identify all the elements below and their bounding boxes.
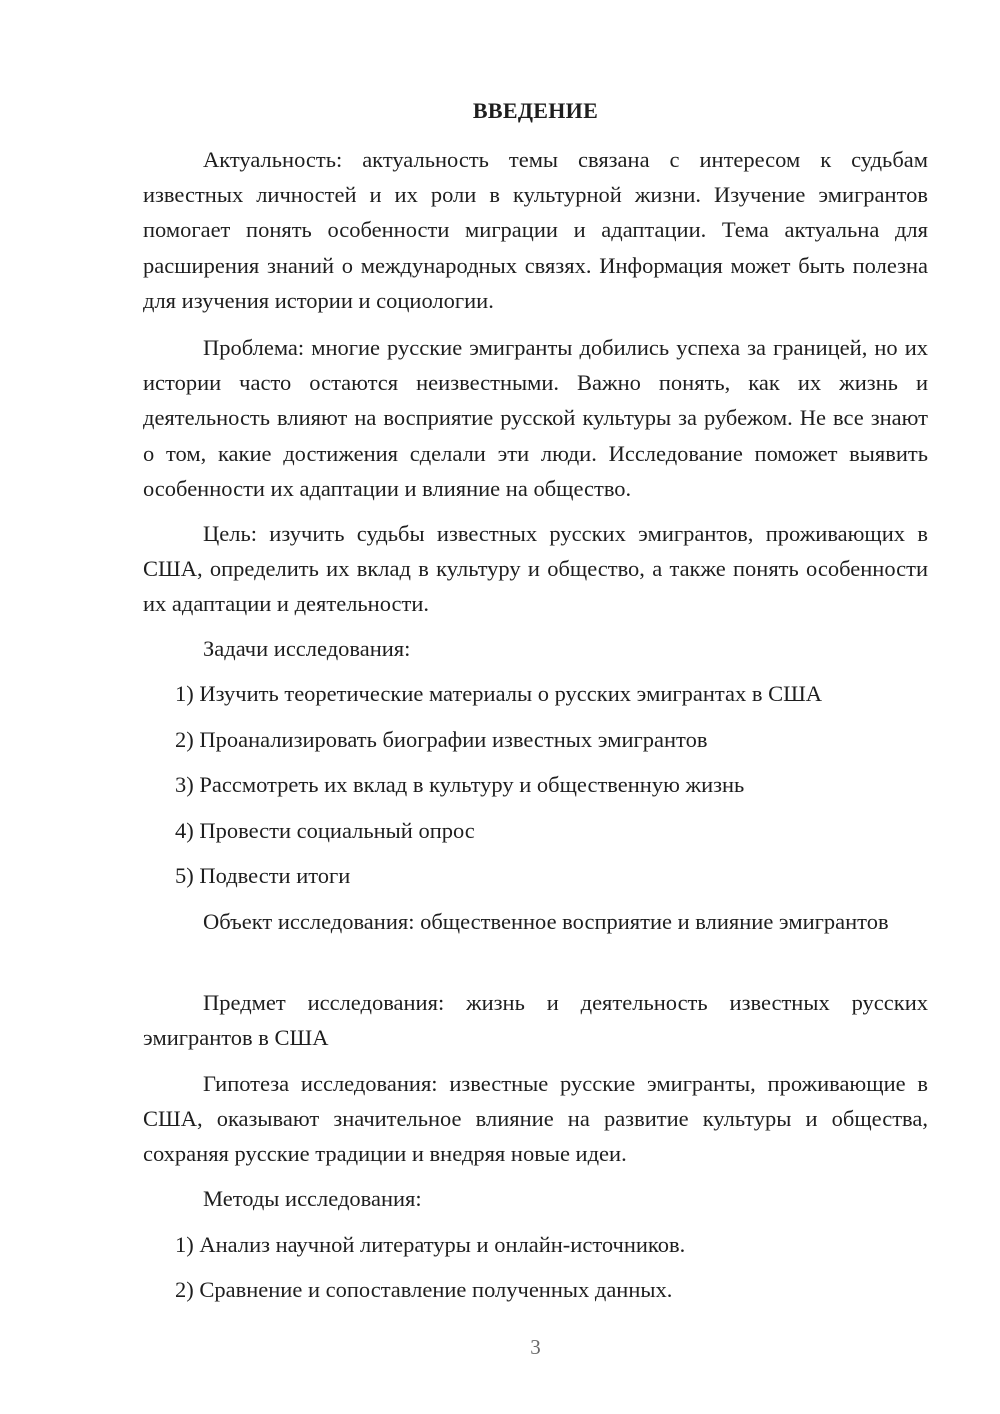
methods-label: Методы исследования:: [203, 1186, 422, 1211]
page-number: 3: [530, 1335, 541, 1359]
goal-paragraph: Цель: изучить судьбы известных русских эмигрантов, проживающих в США, определить их вклад в культуру и общество, а также понять особенности их адаптации и деятельности.: [143, 521, 928, 617]
subject-paragraph: Предмет исследования: жизнь и деятельность известных русских эмигрантов в США: [143, 990, 928, 1051]
method-item: 2) Сравнение и сопоставление полученных данных.: [175, 1277, 673, 1302]
problem-paragraph: Проблема: многие русские эмигранты добились успеха за границей, но их истории часто остаются неизвестными. Важно понять, как их жизнь и деятельность влияют на восприятие русской культуры за рубежом. Не все знают о том, какие достижения сделали эти люди. Исследование поможет выявить особенности их адаптации и влияние на общество.: [143, 335, 928, 501]
document-page: [143, 0, 928, 1414]
relevance-paragraph: Актуальность: актуальность темы связана с интересом к судьбам известных личностей и их роли в культурной жизни. Изучение эмигрантов помогает понять особенности миграции и адаптации. Тема актуальна для расширения знаний о международных связях. Информация может быть полезна для изучения истории и социологии.: [143, 147, 928, 313]
tasks-label: Задачи исследования:: [203, 636, 411, 661]
task-item: 5) Подвести итоги: [175, 863, 351, 888]
task-item: 2) Проанализировать биографии известных эмигрантов: [175, 727, 708, 752]
section-heading: ВВЕДЕНИЕ: [472, 98, 599, 123]
hypothesis-paragraph: Гипотеза исследования: известные русские эмигранты, проживающие в США, оказывают значительное влияние на развитие культуры и общества, сохраняя русские традиции и внедряя новые идеи.: [143, 1071, 928, 1167]
task-item: 4) Провести социальный опрос: [175, 818, 475, 843]
object-paragraph: Объект исследования: общественное восприятие и влияние эмигрантов: [203, 909, 889, 934]
task-item: 3) Рассмотреть их вклад в культуру и общественную жизнь: [175, 772, 745, 797]
method-item: 1) Анализ научной литературы и онлайн-источников.: [175, 1232, 686, 1257]
task-item: 1) Изучить теоретические материалы о русских эмигрантах в США: [175, 681, 823, 706]
